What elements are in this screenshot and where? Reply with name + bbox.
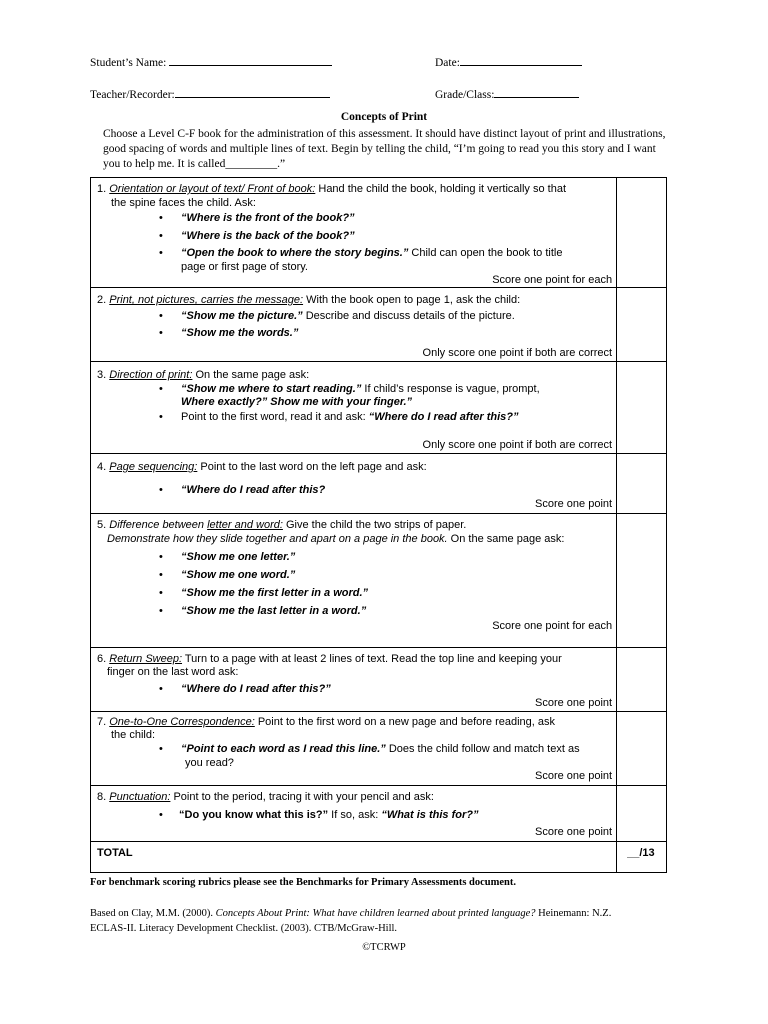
score-instruction: Score one point <box>535 697 613 709</box>
bullet-icon: • <box>159 212 163 224</box>
score-box[interactable] <box>617 514 667 648</box>
bullet-icon: • <box>159 310 163 322</box>
bullet-icon: • <box>159 569 163 581</box>
bullet-icon: • <box>159 484 163 496</box>
item-topic: Page sequencing: <box>109 461 198 473</box>
item-text: Point to the period, tracing it with your pencil and ask: <box>170 791 434 803</box>
reference-block <box>90 906 690 936</box>
student-name-label: Student’s Name: <box>90 57 167 69</box>
item-topic: Return Sweep: <box>109 653 183 665</box>
total-cell <box>91 842 617 873</box>
question-text: “Point to each word as I read this line.” <box>181 743 386 755</box>
benchmark-note: For benchmark scoring rubrics please see the Benchmarks for Primary Assessments document. <box>90 877 516 888</box>
item-topic: letter and word: <box>207 519 283 531</box>
reference-title: Concepts About Print: What have children learned about printed language? <box>215 908 536 919</box>
teacher-label: Teacher/Recorder: <box>90 89 175 101</box>
table-row <box>91 178 667 288</box>
item-text: Give the child the two strips of paper. <box>282 519 467 531</box>
score-box[interactable] <box>617 178 667 288</box>
total-label: TOTAL <box>97 847 133 859</box>
score-instruction: Only score one point if both are correct <box>422 347 613 359</box>
reference-text: Based on Clay, M.M. (2000). <box>90 908 216 919</box>
question-text: “Where do I read after this?” <box>368 411 519 423</box>
item-number: 8. <box>97 791 107 803</box>
item-text: Point to the first word on a new page and before reading, ask <box>254 716 556 728</box>
item-cell <box>91 514 617 648</box>
item-text: Point to the last word on the left page and ask: <box>197 461 427 473</box>
grade-label: Grade/Class: <box>435 89 495 101</box>
score-instruction: Score one point for each <box>492 620 613 632</box>
item-cell <box>91 712 617 786</box>
item-cell <box>91 454 617 514</box>
item-text: Describe and discuss details of the picture. <box>302 310 515 322</box>
item-text: Does the child follow and match text as <box>385 743 580 755</box>
bullet-icon: • <box>159 587 163 599</box>
date-line[interactable] <box>460 54 582 66</box>
bullet-icon: • <box>159 383 163 395</box>
item-text: Point to the first word, read it and ask: <box>181 411 369 423</box>
bullet-icon: • <box>159 683 163 695</box>
table-row <box>91 786 667 842</box>
score-box[interactable] <box>617 712 667 786</box>
intro-paragraph: Choose a Level C-F book for the administration of this assessment. It should have distinct layout of print and illustrations, good spacing of words and multiple lines of text. Begin by telling the child, “I’m going to read you this story and I want you to help me. It is called_________.” <box>103 128 666 170</box>
score-instruction: Score one point for each <box>492 274 613 286</box>
item-cell <box>91 178 617 288</box>
score-box[interactable] <box>617 648 667 712</box>
question-text: “Show me one word.” <box>181 569 296 581</box>
table-row <box>91 362 667 454</box>
item-text: page or first page of story. <box>181 261 308 273</box>
question-text: “Open the book to where the story begins.” <box>181 247 409 259</box>
page-title: Concepts of Print <box>340 111 428 123</box>
bullet-icon: • <box>159 247 163 259</box>
item-topic: Print, not pictures, carries the message: <box>109 294 304 306</box>
item-text: Demonstrate how they slide together and apart on a page in the book. <box>107 533 448 545</box>
item-topic: Orientation or layout of text/ Front of book: <box>109 183 316 195</box>
bullet-icon: • <box>159 809 163 821</box>
item-text: On the same page ask: <box>192 369 310 381</box>
item-number: 5. <box>97 519 107 531</box>
item-topic: Direction of print: <box>109 369 193 381</box>
question-text: “Show me the first letter in a word.” <box>181 587 369 599</box>
date-field[interactable] <box>435 54 582 69</box>
question-text: “Show me the last letter in a word.” <box>181 605 367 617</box>
copyright: ©TCRWP <box>362 942 406 953</box>
item-text: finger on the last word ask: <box>107 666 239 678</box>
item-number: 7. <box>97 716 107 728</box>
question-text: “Show me where to start reading.” <box>181 383 362 395</box>
score-box[interactable] <box>617 786 667 842</box>
table-row <box>91 288 667 362</box>
item-text: If child’s response is vague, prompt, <box>361 383 540 395</box>
question-text: “Where is the front of the book?” <box>181 212 355 224</box>
grade-field[interactable] <box>435 86 579 101</box>
item-topic: Difference between <box>109 519 208 531</box>
bullet-icon: • <box>159 411 163 423</box>
question-text: “Show me the picture.” <box>181 310 303 322</box>
score-box[interactable] <box>617 362 667 454</box>
item-cell <box>91 648 617 712</box>
assessment-table <box>90 177 667 873</box>
table-row <box>91 514 667 648</box>
score-box[interactable] <box>617 288 667 362</box>
score-instruction: Score one point <box>535 770 613 782</box>
item-number: 1. <box>97 183 107 195</box>
score-instruction: Score one point <box>535 826 613 838</box>
bullet-icon: • <box>159 605 163 617</box>
total-row <box>91 842 667 873</box>
table-row <box>91 648 667 712</box>
question-text: “Where do I read after this?” <box>181 683 331 695</box>
question-text: “Show me the words.” <box>181 327 299 339</box>
item-text: On the same page ask: <box>447 533 565 545</box>
table-row <box>91 454 667 514</box>
bullet-icon: • <box>159 743 163 755</box>
teacher-line[interactable] <box>175 86 330 98</box>
reference-line: ECLAS-II. Literacy Development Checklist. (2003). CTB/McGraw-Hill. <box>90 923 398 934</box>
score-instruction: Score one point <box>535 498 613 510</box>
question-text: “Where do I read after this? <box>181 484 326 496</box>
grade-line[interactable] <box>494 86 579 98</box>
item-text: If so, ask: <box>328 809 382 821</box>
question-text: “What is this for?” <box>381 809 479 821</box>
item-number: 3. <box>97 369 107 381</box>
total-score-box[interactable] <box>617 842 667 873</box>
bullet-icon: • <box>159 551 163 563</box>
item-number: 2. <box>97 294 107 306</box>
total-score: __/13 <box>627 847 655 859</box>
item-text: Hand the child the book, holding it vertically so that <box>315 183 567 195</box>
question-text: “Where is the back of the book?” <box>181 230 355 242</box>
item-cell <box>91 288 617 362</box>
question-text: Where exactly?” Show me with your finger.” <box>181 396 413 408</box>
item-text: Child can open the book to title <box>408 247 563 259</box>
item-number: 6. <box>97 653 107 665</box>
student-name-field[interactable] <box>90 54 332 69</box>
reference-line <box>90 906 690 921</box>
item-text: With the book open to page 1, ask the child: <box>303 294 521 306</box>
item-cell <box>91 362 617 454</box>
item-text: the spine faces the child. Ask: <box>111 197 256 209</box>
item-text: the child: <box>111 729 156 741</box>
item-number: 4. <box>97 461 107 473</box>
score-instruction: Only score one point if both are correct <box>422 439 613 451</box>
teacher-field[interactable] <box>90 86 330 101</box>
item-topic: One-to-One Correspondence: <box>109 716 255 728</box>
item-topic: Punctuation: <box>109 791 171 803</box>
item-cell <box>91 786 617 842</box>
item-text: Turn to a page with at least 2 lines of text. Read the top line and keeping your <box>182 653 562 665</box>
question-text: “Do you know what this is?” <box>179 809 329 821</box>
bullet-icon: • <box>159 327 163 339</box>
reference-text: Heinemann: N.Z. <box>535 908 612 919</box>
table-row <box>91 712 667 786</box>
bullet-icon: • <box>159 230 163 242</box>
date-label: Date: <box>435 57 460 69</box>
question-text: “Show me one letter.” <box>181 551 296 563</box>
score-box[interactable] <box>617 454 667 514</box>
student-name-line[interactable] <box>169 54 332 66</box>
item-text: you read? <box>185 757 234 769</box>
